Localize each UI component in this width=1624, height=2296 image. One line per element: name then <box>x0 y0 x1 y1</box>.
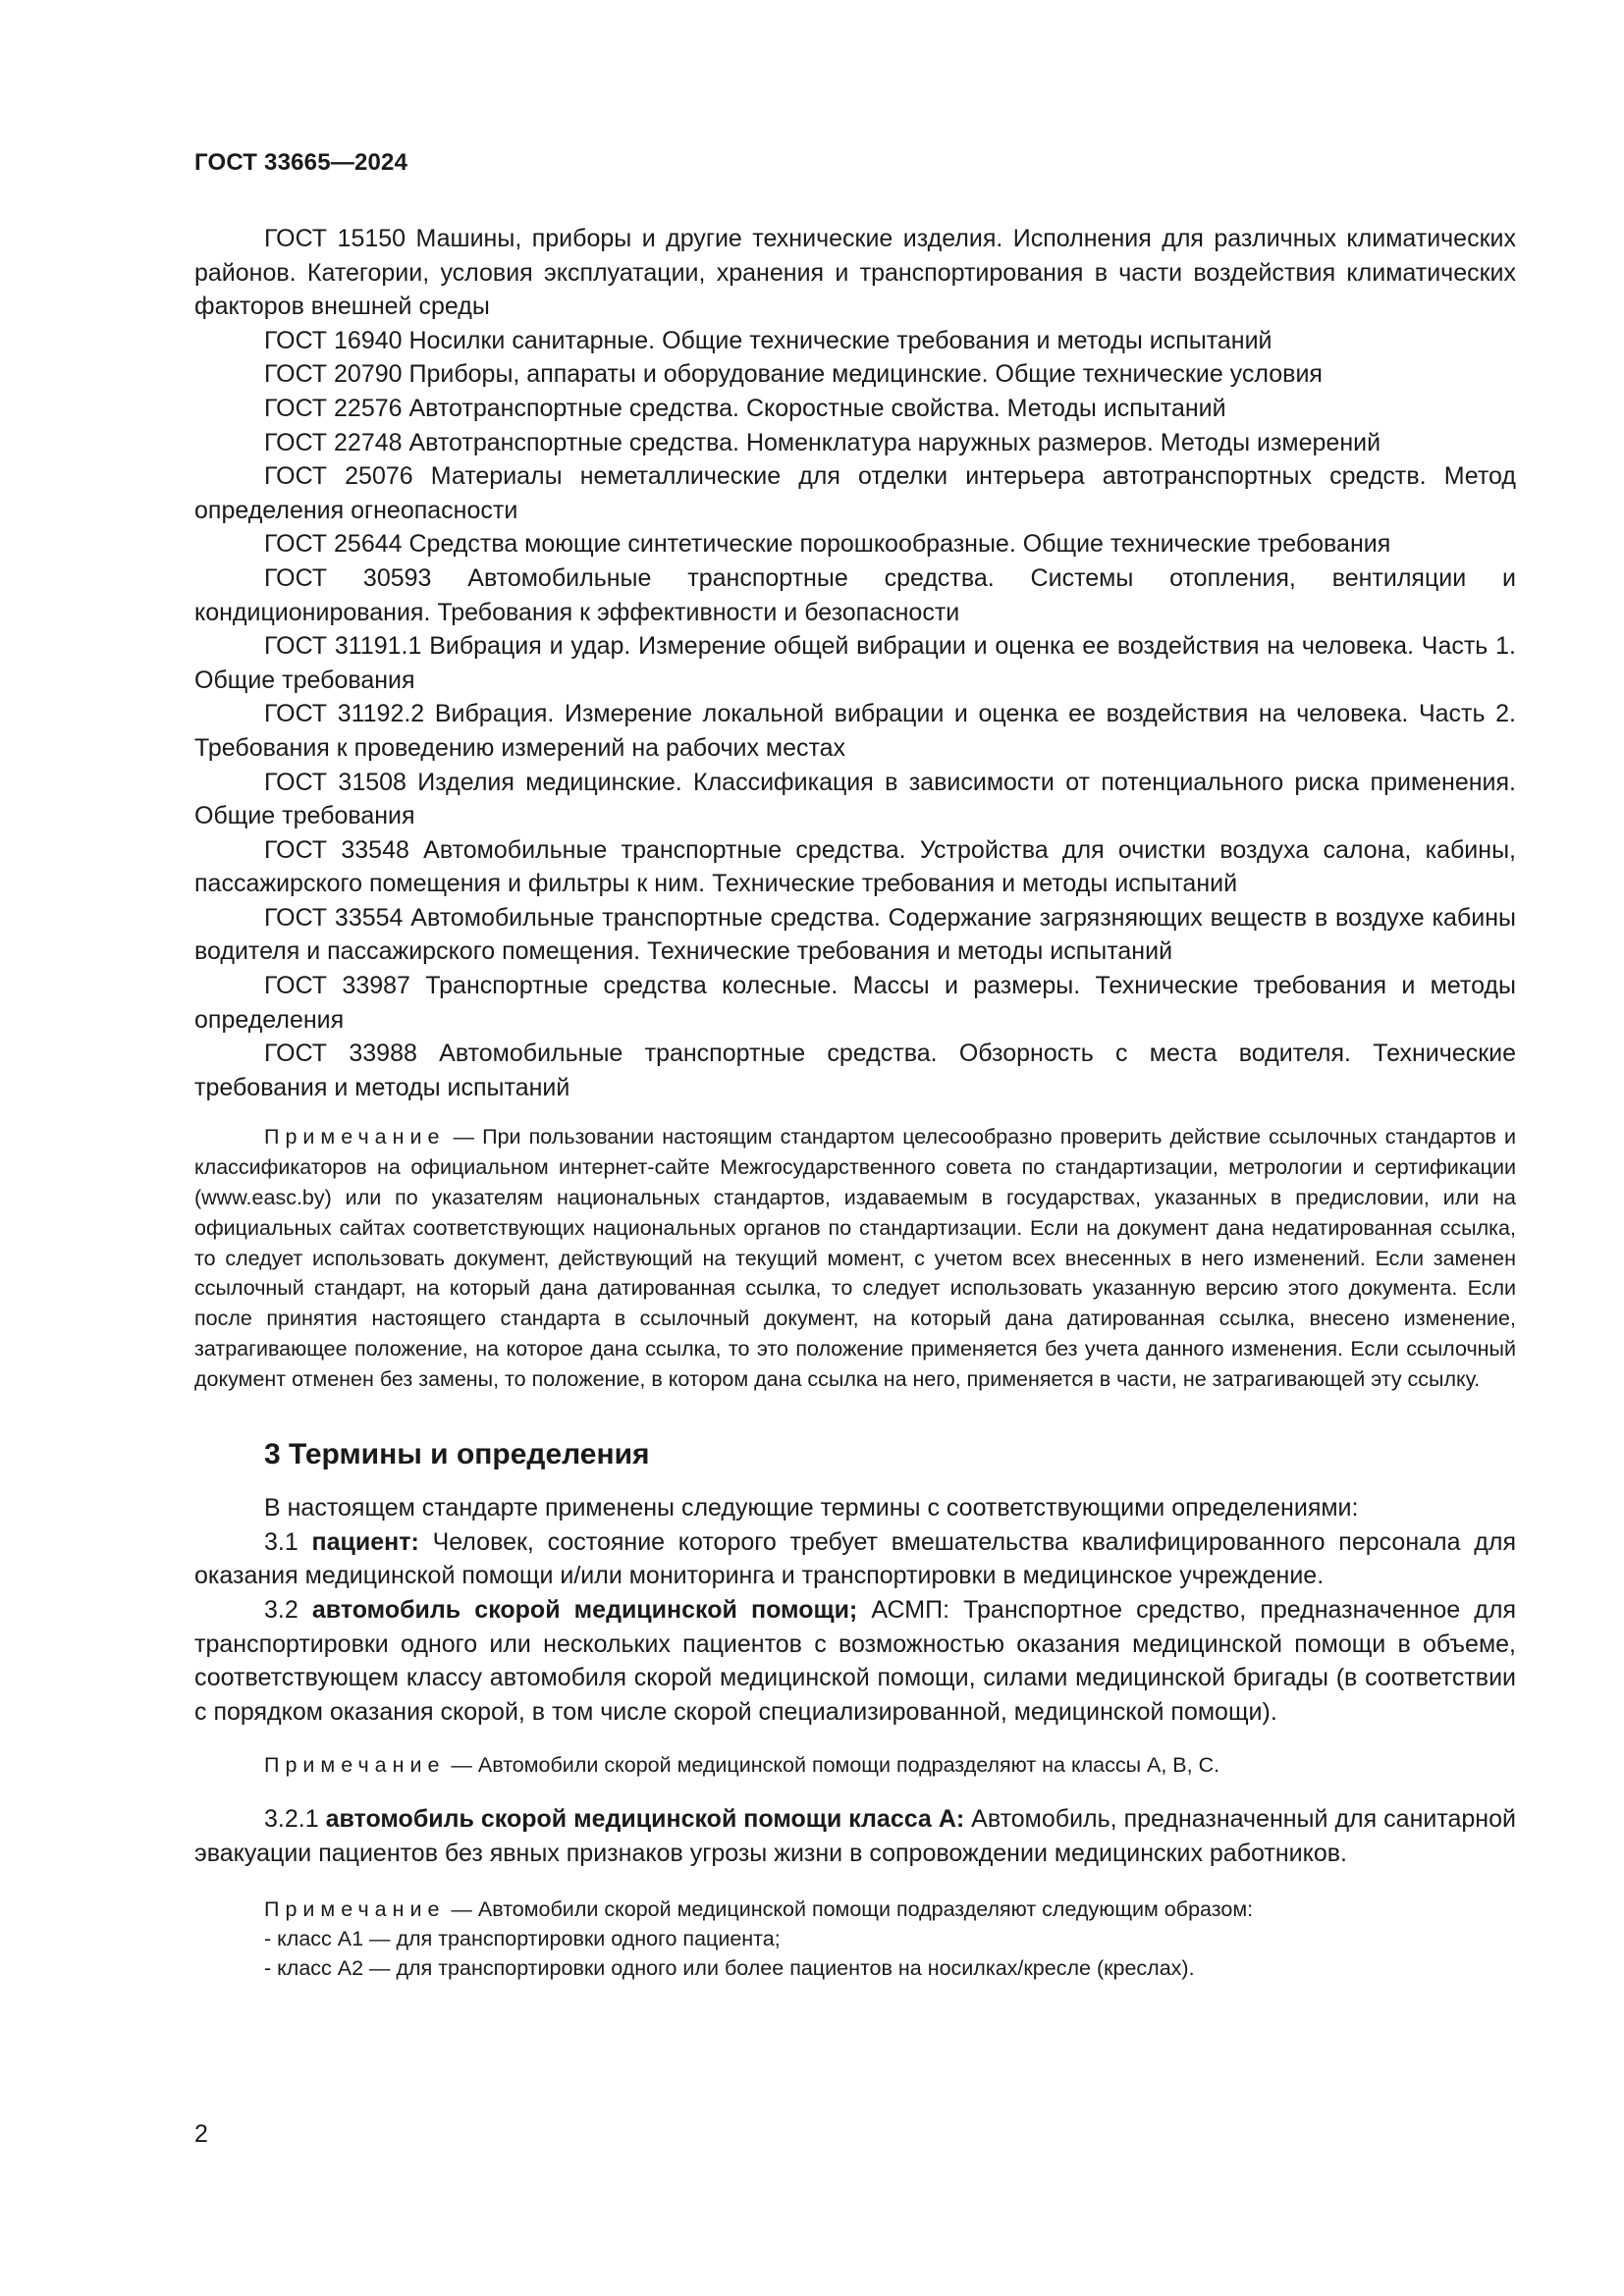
section-intro: В настоящем стандарте применены следующие термины с соответствующими определениями: <box>264 1494 1359 1522</box>
term-name: пациент: <box>311 1527 419 1556</box>
note-classes <box>264 1750 1516 1781</box>
page-content <box>194 222 1516 1983</box>
reference-item: ГОСТ 30593 Автомобильные транспортные средства. Системы отопления, вентиляции и кондиционирования. Требования к эффективности и безопасности <box>194 563 1516 626</box>
term-3-2 <box>194 1593 1516 1729</box>
note-label: Примечание <box>264 1896 446 1921</box>
term-name: автомобиль скорой медицинской помощи класса А: <box>325 1805 965 1834</box>
reference-item: ГОСТ 33548 Автомобильные транспортные средства. Устройства для очистки воздуха салона, кабины, пассажирского помещения и фильтры к ним. Технические требования и методы испытаний <box>194 835 1516 898</box>
note-text: — При пользовании настоящим стандартом целесообразно проверить действие ссылочных стандартов и классификаторов на официальном интернет-сайте Межгосударственного совета по стандартизации, метрологии и сертификации (www.easc.by) или по указателям национальных стандартов, издаваемым в государствах, указанных в предисловии, или на официальных сайтах соответствующих национальных органов по стандартизации. Если на документ дана недатированная ссылка, то следует использовать документ, действующий на текущий момент, с учетом всех внесенных в него изменений. Если заменен ссылочный стандарт, на который дана датированная ссылка, то следует использовать указанную версию этого документа. Если после принятия настоящего стандарта в ссылочный документ, на который дана датированная ссылка, внесено изменение, затрагивающее положение, на которое дана ссылка, то это положение применяется без учета данного изменения. Если ссылочный документ отменен без замены, то положение, в котором дана ссылка на него, применяется в части, не затрагивающей эту ссылку. <box>194 1125 1516 1391</box>
reference-item: ГОСТ 15150 Машины, приборы и другие технические изделия. Исполнения для различных климатических районов. Категории, условия эксплуатации, хранения и транспортирования в части воздействия климатических факторов внешней среды <box>194 225 1516 321</box>
note-text: — Автомобили скорой медицинской помощи подразделяют на классы А, В, С. <box>445 1753 1220 1778</box>
term-3-1 <box>194 1525 1516 1593</box>
term-definition: Автомобиль, предназначенный для санитарной эвакуации пациентов без явных признаков угрозы жизни в сопровождении медицинских работников. <box>194 1805 1516 1867</box>
reference-item: ГОСТ 22748 Автотранспортные средства. Номенклатура наружных размеров. Методы измерений <box>264 428 1381 456</box>
page-number: 2 <box>194 2120 208 2148</box>
term-definition: Человек, состояние которого требует вмешательства квалифицированного персонала для оказания медицинской помощи и/или мониторинга и транспортировки в медицинское учреждение. <box>194 1527 1516 1590</box>
reference-item: ГОСТ 31192.2 Вибрация. Измерение локальной вибрации и оценка ее воздействия на человека. Часть 2. Требования к проведению измерений на рабочих местах <box>194 700 1516 762</box>
note-references <box>194 1122 1516 1394</box>
note-subclasses <box>264 1895 1516 1924</box>
reference-item: ГОСТ 31191.1 Вибрация и удар. Измерение общей вибрации и оценка ее воздействия на человека. Часть 1. Общие требования <box>194 632 1516 694</box>
term-definition: АСМП: Транспортное средство, предназначенное для транспортировки одного или нескольких пациентов с возможностью оказания медицинской помощи в объеме, соответствующем классу автомобиля скорой медицинской помощи, силами медицинской бригады (в соответствии с порядком оказания скорой, в том числе скорой специализированной, медицинской помощи). <box>194 1595 1516 1726</box>
reference-item: ГОСТ 25076 Материалы неметаллические для отделки интерьера автотранспортных средств. Метод определения огнеопасности <box>194 462 1516 524</box>
reference-item: ГОСТ 33987 Транспортные средства колесные. Массы и размеры. Технические требования и методы определения <box>194 972 1516 1034</box>
list-item: - класс А2 — для транспортировки одного или более пациентов на носилках/кресле (креслах). <box>264 1955 1195 1980</box>
reference-item: ГОСТ 20790 Приборы, аппараты и оборудование медицинские. Общие технические условия <box>264 360 1323 389</box>
reference-item: ГОСТ 16940 Носилки санитарные. Общие технические требования и методы испытаний <box>264 326 1272 354</box>
reference-item: ГОСТ 25644 Средства моющие синтетические порошкообразные. Общие технические требования <box>264 530 1391 559</box>
term-3-2-1 <box>194 1802 1516 1870</box>
document-header: ГОСТ 33665—2024 <box>194 149 408 176</box>
term-number: 3.1 <box>264 1527 312 1556</box>
term-name: автомобиль скорой медицинской помощи; <box>311 1595 858 1624</box>
reference-item: ГОСТ 22576 Автотранспортные средства. Скоростные свойства. Методы испытаний <box>264 394 1226 422</box>
term-number: 3.2.1 <box>264 1805 326 1834</box>
term-number: 3.2 <box>264 1595 312 1624</box>
note-label: Примечание <box>264 1753 446 1778</box>
section-title: 3 Термины и определения <box>264 1437 650 1470</box>
note-text: — Автомобили скорой медицинской помощи подразделяют следующим образом: <box>445 1896 1254 1921</box>
reference-item: ГОСТ 33988 Автомобильные транспортные средства. Обзорность с места водителя. Технические требования и методы испытаний <box>194 1040 1516 1101</box>
note-label: Примечание <box>264 1125 446 1149</box>
reference-item: ГОСТ 31508 Изделия медицинские. Классификация в зависимости от потенциального риска применения. Общие требования <box>194 768 1516 830</box>
list-item: - класс А1 — для транспортировки одного пациента; <box>264 1926 781 1950</box>
reference-item: ГОСТ 33554 Автомобильные транспортные средства. Содержание загрязняющих веществ в воздухе кабины водителя и пассажирского помещения. Технические требования и методы испытаний <box>194 903 1516 966</box>
